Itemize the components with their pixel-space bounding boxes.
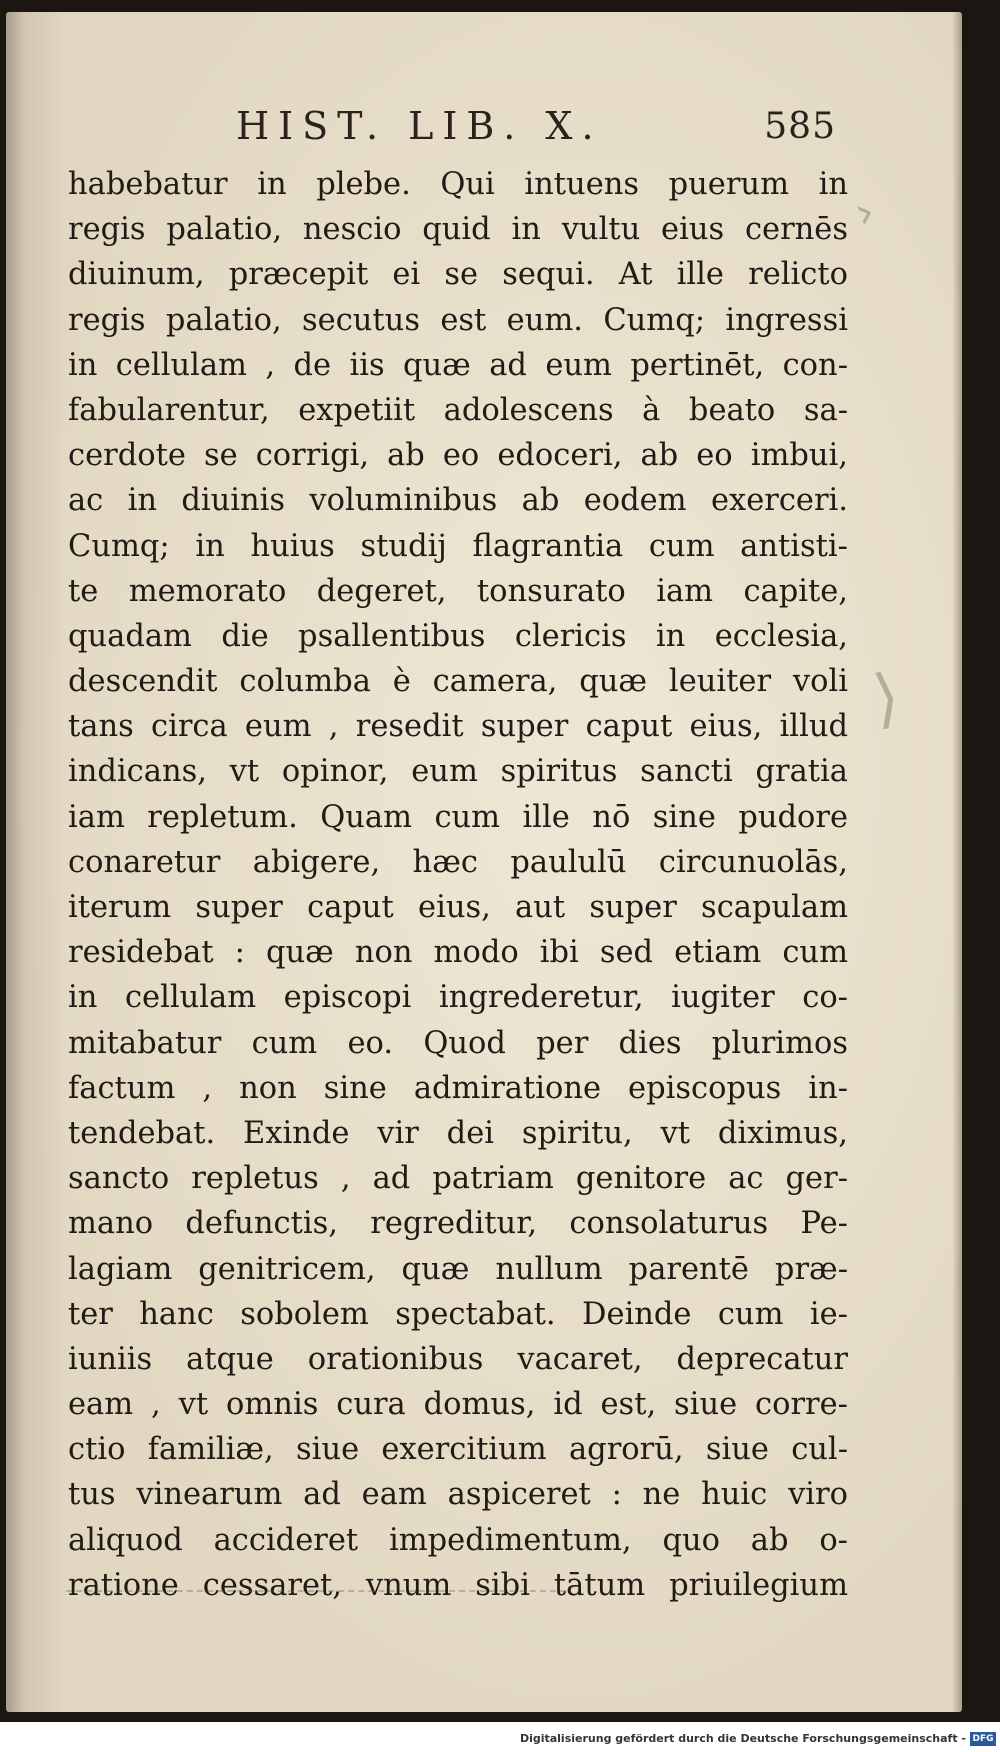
text-line: fabularentur, expetiit adolescens à beato sa- (68, 392, 848, 428)
digitization-footer (0, 1722, 1000, 1752)
text-line: ac in diuinis voluminibus ab eodem exerceri. (68, 483, 848, 519)
text-line: Cumq; in huius studij flagrantia cum antisti- (68, 528, 848, 564)
text-line: tendebat. Exinde vir dei spiritu, vt diximus, (68, 1115, 848, 1151)
text-line: aliquod accideret impedimentum, quo ab o- (68, 1522, 848, 1558)
text-line: cerdote se corrigi, ab eo edoceri, ab eo imbui, (68, 438, 848, 474)
text-line: lagiam genitricem, quæ nullum parentē præ- (68, 1251, 848, 1287)
text-line: habebatur in plebe. Qui intuens puerum in (68, 167, 848, 202)
text-line: ctio familiæ, siue exercitium agrorū, siue cul- (68, 1432, 848, 1468)
text-line: in cellulam episcopi ingrederetur, iugiter co- (68, 980, 848, 1016)
page-header (236, 104, 836, 154)
page-number: 585 (764, 106, 836, 147)
text-line: eam , vt omnis cura domus, id est, siue corre- (68, 1387, 848, 1423)
text-line: in cellulam , de iis quæ ad eum pertinēt, con- (68, 347, 848, 383)
text-line: mano defunctis, regreditur, consolaturus Pe- (68, 1206, 848, 1242)
text-line: iuniis atque orationibus vacaret, deprecatur (68, 1341, 848, 1377)
text-line: factum , non sine admiratione episcopus in- (68, 1070, 848, 1106)
faded-catchline (66, 1590, 566, 1592)
book-page (6, 12, 962, 1712)
text-line: descendit columba è camera, quæ leuiter voli (68, 664, 848, 700)
funding-credit: Digitalisierung gefördert durch die Deutsche Forschungsgemeinschaft - (519, 1732, 966, 1745)
text-line: residebat : quæ non modo ibi sed etiam cum (68, 935, 848, 971)
text-line: diuinum, præcepit ei se sequi. At ille relicto (68, 257, 848, 293)
text-line: iam repletum. Quam cum ille nō sine pudore (68, 799, 848, 835)
text-line: conaretur abigere, hæc paululū circunuolās, (68, 844, 848, 880)
body-text (68, 162, 848, 1608)
text-line: regis palatio, secutus est eum. Cumq; ingressi (68, 302, 848, 338)
text-line: mitabatur cum eo. Quod per dies plurimos (68, 1025, 848, 1061)
text-line: tans circa eum , resedit super caput eius, illud (68, 709, 848, 745)
text-line: ter hanc sobolem spectabat. Deinde cum ie- (68, 1296, 848, 1332)
text-line: ratione cessaret, vnum sibi tātum priuilegium (68, 1567, 848, 1603)
margin-pencil-mark: › (847, 185, 882, 240)
text-line: tus vinearum ad eam aspiceret : ne huic viro (68, 1477, 848, 1513)
text-line: regis palatio, nescio quid in vultu eius cernēs (68, 212, 848, 248)
margin-pencil-mark: ⟩ (868, 660, 904, 738)
text-line: sancto repletus , ad patriam genitore ac ger- (68, 1161, 848, 1197)
text-line: indicans, vt opinor, eum spiritus sancti gratia (68, 754, 848, 790)
text-line: quadam die psallentibus clericis in ecclesia, (68, 618, 848, 654)
dfg-logo-icon: DFG (970, 1732, 996, 1746)
running-head: HIST. LIB. X. (236, 104, 603, 148)
text-line: te memorato degeret, tonsurato iam capite, (68, 573, 848, 609)
page-edge-shadow (952, 12, 962, 1712)
text-line: iterum super caput eius, aut super scapulam (68, 890, 848, 925)
